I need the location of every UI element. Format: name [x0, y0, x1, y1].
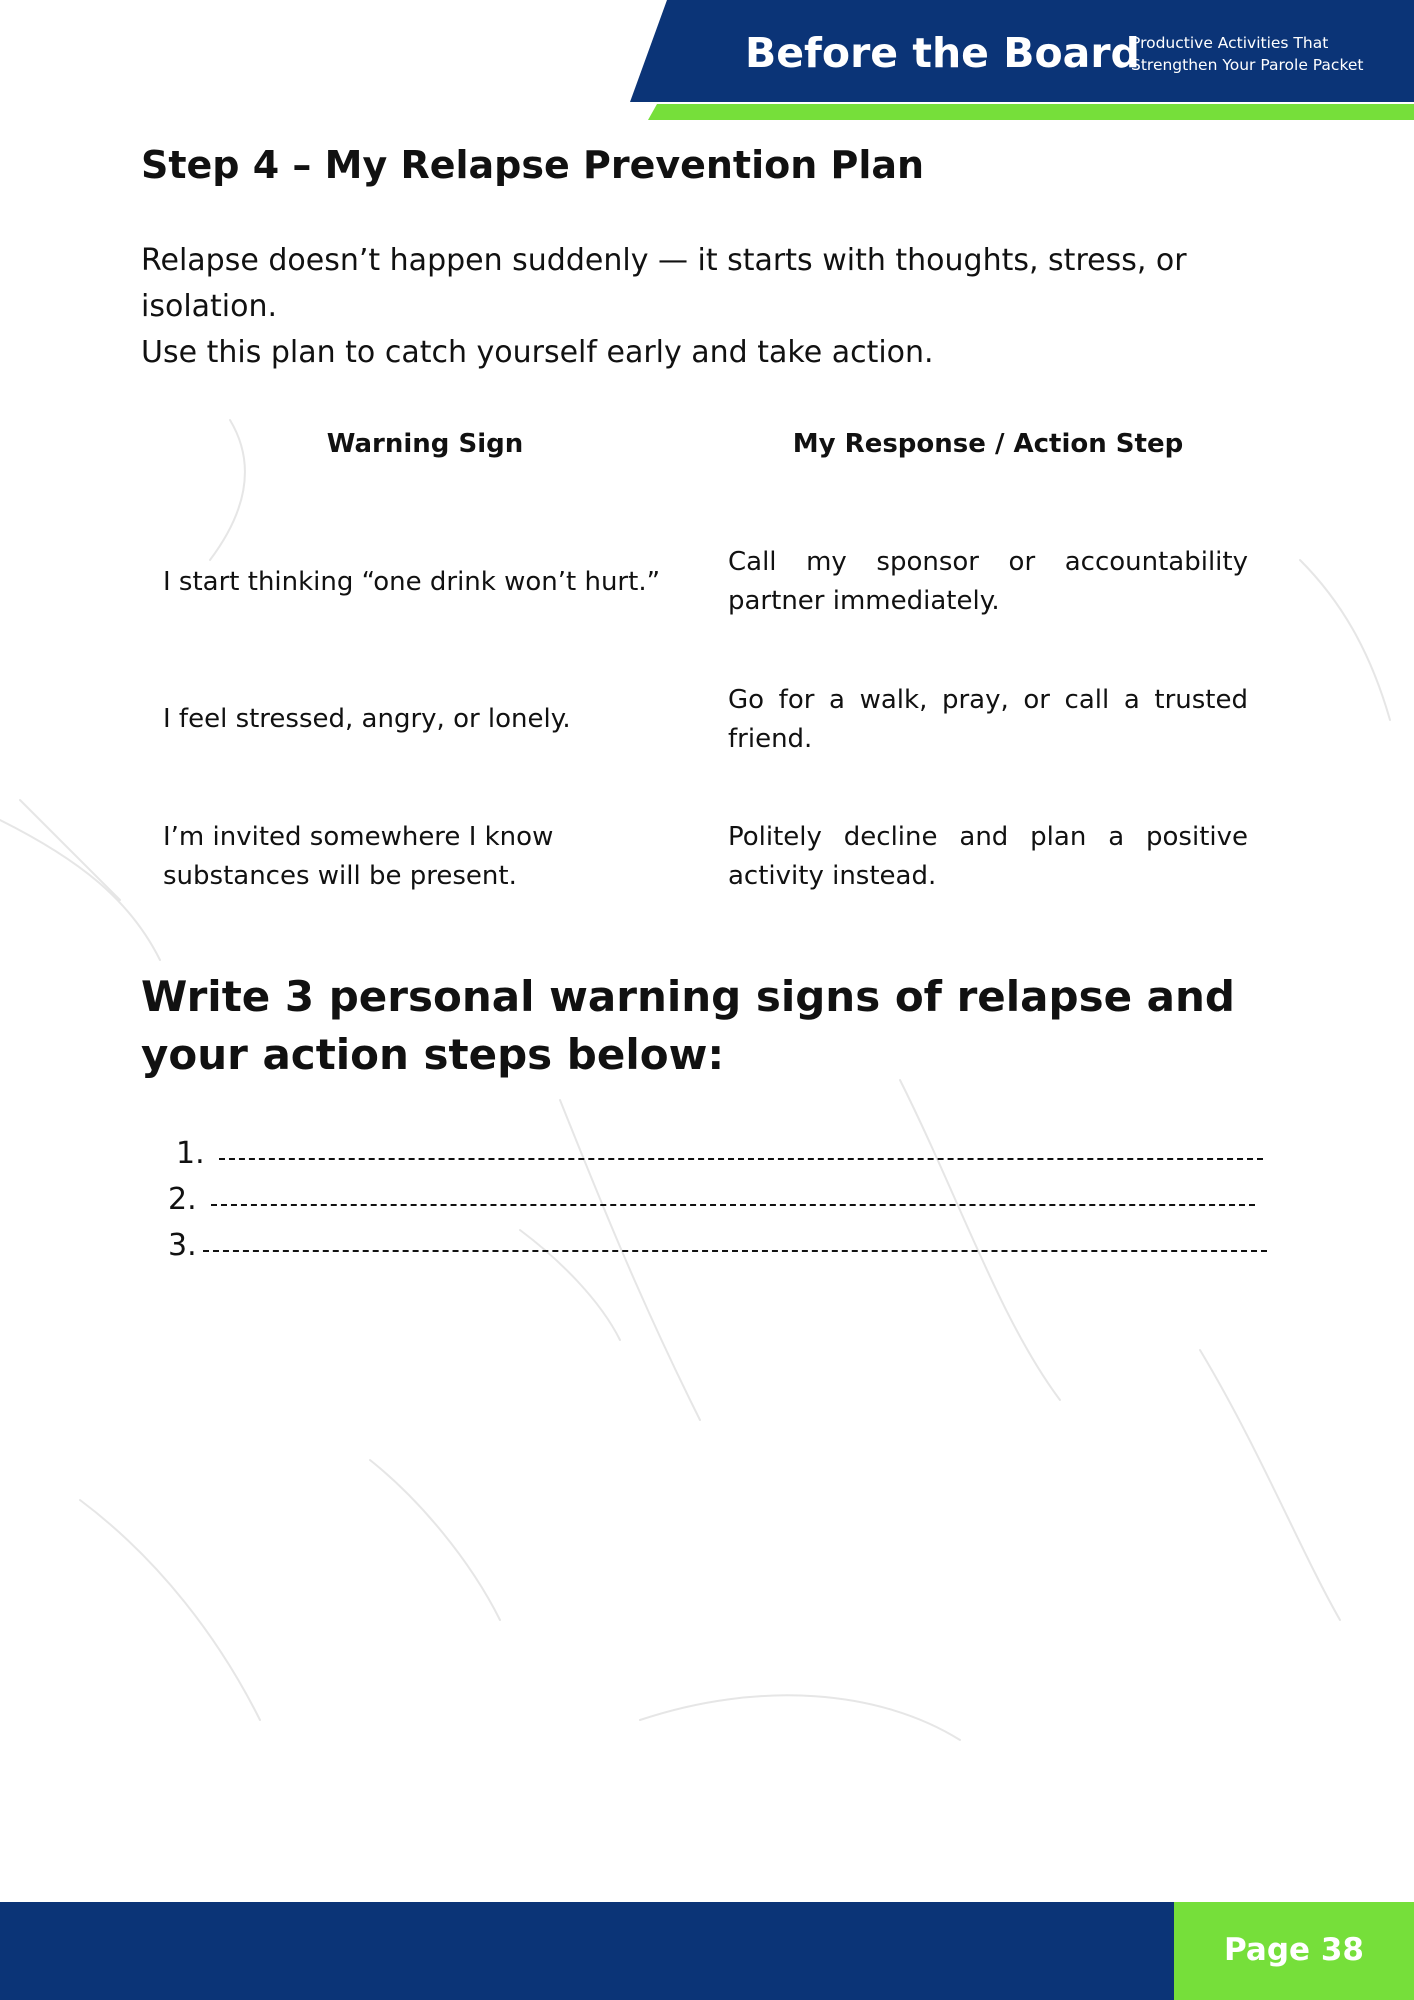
table-cell-response: Call my sponsor or accountability partner immediately. — [728, 547, 1248, 616]
section-intro — [141, 238, 1261, 376]
list-item-number: 3. — [168, 1228, 197, 1263]
intro-line-2: Use this plan to catch yourself early and take action. — [141, 335, 934, 370]
table-cell-warning-sign: I feel stressed, angry, or lonely. — [163, 704, 571, 734]
column-header-warning-sign: Warning Sign — [326, 429, 524, 459]
table-cell-response: Go for a walk, pray, or call a trusted friend. — [728, 685, 1248, 754]
header-title: Before the Board — [745, 29, 1140, 77]
table-cell-warning-sign: I’m invited somewhere I know substances will be present. — [163, 822, 554, 891]
header-subtitle-line-2: Strengthen Your Parole Packet — [1131, 56, 1364, 74]
write-in-line[interactable] — [203, 1250, 1267, 1252]
list-item[interactable] — [168, 1177, 1255, 1223]
list-item-number: 1. — [176, 1136, 205, 1171]
table-cell-response: Politely decline and plan a positive activity instead. — [728, 822, 1248, 891]
header-subtitle — [1131, 32, 1407, 76]
list-item[interactable] — [168, 1223, 1267, 1269]
header-subtitle-line-1: Productive Activities That — [1131, 34, 1329, 52]
table-cell-warning-sign: I start thinking “one drink won’t hurt.” — [163, 567, 661, 597]
column-header-response: My Response / Action Step — [792, 429, 1184, 459]
section-title: Step 4 – My Relapse Prevention Plan — [141, 143, 925, 187]
page-number: Page 38 — [1224, 1932, 1364, 1968]
list-item-number: 2. — [168, 1182, 197, 1217]
write-in-line[interactable] — [211, 1204, 1255, 1206]
list-item[interactable] — [176, 1131, 1263, 1177]
exercise-title: Write 3 personal warning signs of relapse and your action steps below: — [141, 972, 1235, 1079]
intro-line-1: Relapse doesn’t happen suddenly — it starts with thoughts, stress, or isolation. — [141, 243, 1187, 324]
footer-bar — [0, 1902, 1174, 2000]
header-green-stripe — [648, 104, 1414, 120]
write-in-line[interactable] — [219, 1158, 1263, 1160]
